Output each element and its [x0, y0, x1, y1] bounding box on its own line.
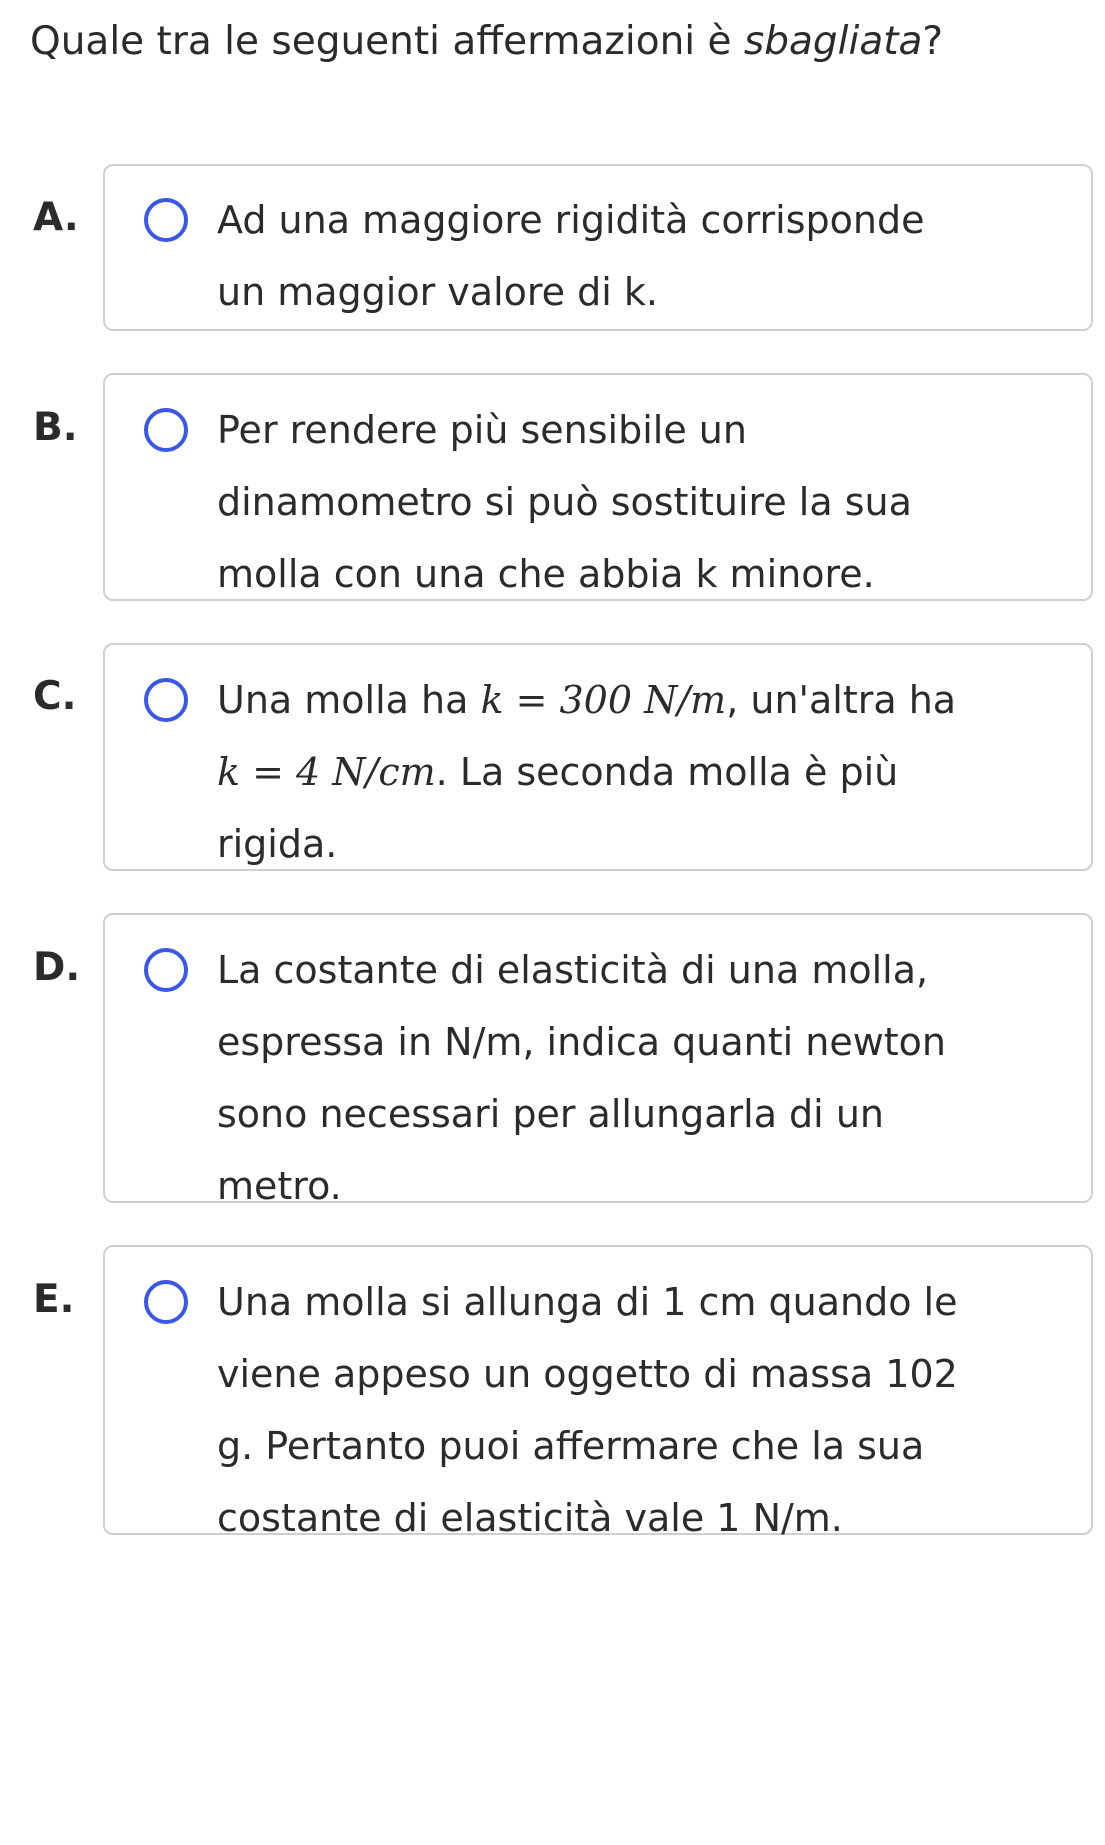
option-text-line — [217, 736, 1073, 808]
math-expression: k = 300 N/m — [480, 678, 727, 722]
radio-button[interactable] — [144, 678, 188, 722]
answer-box[interactable] — [103, 164, 1093, 331]
answer-box[interactable] — [103, 373, 1093, 601]
radio-button[interactable] — [144, 198, 188, 242]
option-text — [217, 184, 1073, 328]
option-letter: A. — [33, 195, 79, 240]
question-text-after: ? — [922, 19, 944, 64]
option-text-line: molla con una che abbia k minore. — [217, 552, 875, 596]
option-text-line: dinamometro si può sostituire la sua — [217, 480, 912, 524]
answer-box[interactable] — [103, 643, 1093, 871]
option-letter: C. — [33, 674, 77, 719]
option-text-segment: Una molla ha — [217, 678, 481, 722]
radio-button[interactable] — [144, 1280, 188, 1324]
option-text-line — [217, 664, 1073, 736]
option-text-line: La costante di elasticità di una molla, — [217, 948, 929, 992]
option-text-line: Ad una maggiore rigidità corrisponde — [217, 198, 925, 242]
option-letter: B. — [33, 405, 78, 450]
option-text-line: Una molla si allunga di 1 cm quando le — [217, 1280, 958, 1324]
option-text-line: espressa in N/m, indica quanti newton — [217, 1020, 947, 1064]
option-text-line: metro. — [217, 1164, 342, 1208]
option-text — [217, 664, 1073, 880]
option-letter: E. — [33, 1277, 75, 1322]
option-text-segment: , un'altra ha — [726, 678, 957, 722]
radio-button[interactable] — [144, 948, 188, 992]
option-text — [217, 1266, 1073, 1554]
option-text-line: Per rendere più sensibile un — [217, 408, 747, 452]
option-text-line: g. Pertanto puoi affermare che la sua — [217, 1424, 925, 1468]
option-text-line: costante di elasticità vale 1 N/m. — [217, 1496, 843, 1540]
option-text-line: un maggior valore di k. — [217, 270, 658, 314]
option-text-line: viene appeso un oggetto di massa 102 — [217, 1352, 958, 1396]
option-text-line: sono necessari per allungarla di un — [217, 1092, 884, 1136]
option-text-line: rigida. — [217, 822, 338, 866]
answer-box[interactable] — [103, 1245, 1093, 1540]
question-text-before: Quale tra le seguenti affermazioni è — [30, 19, 744, 64]
answer-box[interactable] — [103, 913, 1093, 1208]
radio-button[interactable] — [144, 408, 188, 452]
question-text — [30, 14, 1090, 70]
option-text — [217, 934, 1073, 1222]
option-text — [217, 394, 1073, 610]
question-text-emphasis: sbagliata — [743, 19, 923, 64]
math-expression: k = 4 N/cm — [217, 750, 436, 794]
option-text-segment: . La seconda molla è più — [435, 750, 899, 794]
option-letter: D. — [33, 945, 81, 990]
